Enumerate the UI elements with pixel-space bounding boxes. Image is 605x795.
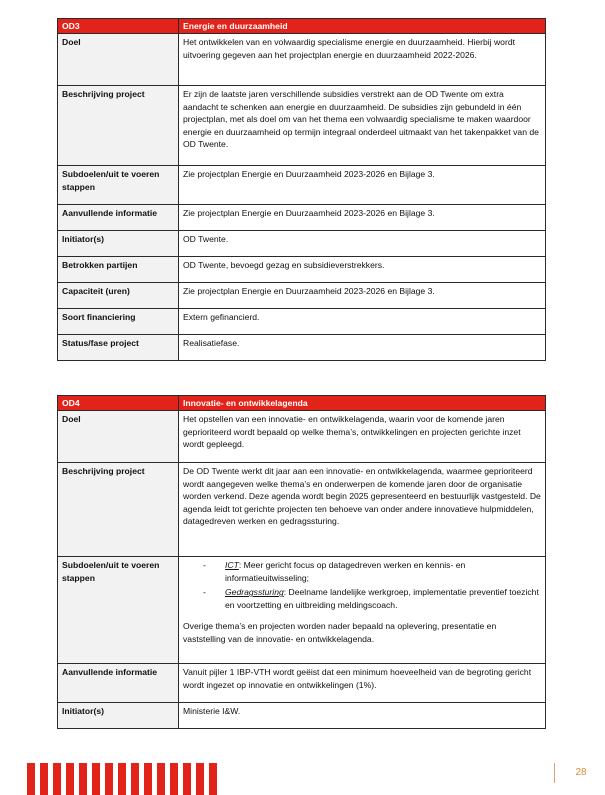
od4-label-beschrijving: Beschrijving project [58,463,179,557]
od4-label-aanvullend: Aanvullende informatie [58,664,179,703]
od4-row-subdoelen [58,557,546,664]
od4-label-subdoelen: Subdoelen/uit te voeren stappen [58,557,179,664]
list-dash: - [203,560,206,570]
od3-label-initiator: Initiator(s) [58,231,179,257]
od3-label-subdoelen: Subdoelen/uit te voeren stappen [58,166,179,205]
footer-stripe [144,763,152,795]
od3-header-row [58,19,546,34]
od3-row-doel [58,34,546,86]
footer-stripe [53,763,61,795]
od3-label-betrokken: Betrokken partijen [58,257,179,283]
od3-value-beschrijving: Er zijn de laatste jaren verschillende subsidies verstrekt aan de OD Twente om extra aandacht te schenken aan energie en duurzaamheid. De subsidies zijn gebundeld in één projectplan, met als doel om van het thema een volwaardig specialisme te maken waardoor energie en duurzaamheid op termijn integraal onderdeel uitmaakt van het takenpakket van de OD Twente. [179,86,546,166]
od3-value-doel: Het ontwikkelen van en volwaardig specialisme energie en duurzaamheid. Hierbij wordt uitvoering gegeven aan het projectplan energie en duurzaamheid 2022-2026. [179,34,546,86]
footer-stripe [105,763,113,795]
footer-stripe [92,763,100,795]
list-term: ICT [225,560,239,570]
od4-title: Innovatie- en ontwikkelagenda [179,396,546,411]
od3-label-financiering: Soort financiering [58,309,179,335]
footer-stripe [40,763,48,795]
footer-stripe [196,763,204,795]
od4-value-initiator: Ministerie I&W. [179,703,546,729]
od4-row-doel [58,411,546,463]
od3-value-financiering: Extern gefinancierd. [179,309,546,335]
od4-label-initiator: Initiator(s) [58,703,179,729]
od3-label-beschrijving: Beschrijving project [58,86,179,166]
od3-value-capaciteit: Zie projectplan Energie en Duurzaamheid 2023-2026 en Bijlage 3. [179,283,546,309]
od4-row-beschrijving [58,463,546,557]
od3-row-betrokken [58,257,546,283]
list-item [183,586,541,611]
od3-code: OD3 [58,19,179,34]
od4-code: OD4 [58,396,179,411]
footer-stripe [157,763,165,795]
od4-row-aanvullend [58,664,546,703]
page-number: 28 [554,763,605,783]
od3-title: Energie en duurzaamheid [179,19,546,34]
od3-row-aanvullend [58,205,546,231]
od3-row-financiering [58,309,546,335]
od3-row-initiator [58,231,546,257]
footer-stripe [118,763,126,795]
footer-stripes [27,763,222,795]
footer-stripe [209,763,217,795]
od4-label-doel: Doel [58,411,179,463]
od3-value-initiator: OD Twente. [179,231,546,257]
footer-stripe [183,763,191,795]
footer-stripe [170,763,178,795]
od3-value-betrokken: OD Twente, bevoegd gezag en subsidieverstrekkers. [179,257,546,283]
list-text: : Deelname landelijke werkgroep, implementatie preventief toezicht en voortzetting en uitbreiding meldingscoach. [225,587,539,610]
list-term: Gedragssturing [225,587,284,598]
list-text: : Meer gericht focus op datagedreven werken en kennis- en informatieuitwisseling; [225,560,466,583]
od3-value-status: Realisatiefase. [179,335,546,361]
od3-row-subdoelen [58,166,546,205]
od3-row-capaciteit [58,283,546,309]
od4-value-subdoelen [179,557,546,664]
od4-value-aanvullend: Vanuit pijler 1 IBP-VTH wordt geëist dat een minimum hoeveelheid van de begroting gericht wordt ingezet op innovatie en ontwikkelingen (1%). [179,664,546,703]
list-item [183,559,541,584]
od4-row-initiator [58,703,546,729]
od3-value-subdoelen: Zie projectplan Energie en Duurzaamheid 2023-2026 en Bijlage 3. [179,166,546,205]
footer-stripe [131,763,139,795]
subdoelen-note: Overige thema’s en projecten worden nader bepaald na oplevering, presentatie en vaststelling van de innovatie- en ontwikkelagenda. [183,621,497,644]
od4-table [57,395,546,729]
od4-value-doel: Het opstellen van een innovatie- en ontwikkelagenda, waarin voor de komende jaren geprioriteerd wordt bepaald op welke thema’s, ontwikkelingen en projecten gerichte inzet wordt gepleegd. [179,411,546,463]
od4-header-row [58,396,546,411]
od3-table [57,18,546,361]
footer-stripe [27,763,35,795]
od4-value-beschrijving: De OD Twente werkt dit jaar aan een innovatie- en ontwikkelagenda, waarmee geprioriteerd wordt aangegeven welke thema’s en onderwerpen de komende jaren door de organisatie worden verkend. Deze agenda wordt begin 2025 gepresenteerd en bestuurlijk vastgesteld. De agenda leidt tot gerichte projecten ten behoeve van onder andere innovatieve hulpmiddelen, datagedreven werken en gedragssturing. [179,463,546,557]
od3-label-status: Status/fase project [58,335,179,361]
od3-row-beschrijving [58,86,546,166]
od3-value-aanvullend: Zie projectplan Energie en Duurzaamheid 2023-2026 en Bijlage 3. [179,205,546,231]
footer-stripe [79,763,87,795]
od3-label-aanvullend: Aanvullende informatie [58,205,179,231]
od3-row-status [58,335,546,361]
subdoelen-list [183,559,541,611]
list-dash: - [203,587,206,598]
footer-stripe [66,763,74,795]
od3-label-capaciteit: Capaciteit (uren) [58,283,179,309]
od3-label-doel: Doel [58,34,179,86]
